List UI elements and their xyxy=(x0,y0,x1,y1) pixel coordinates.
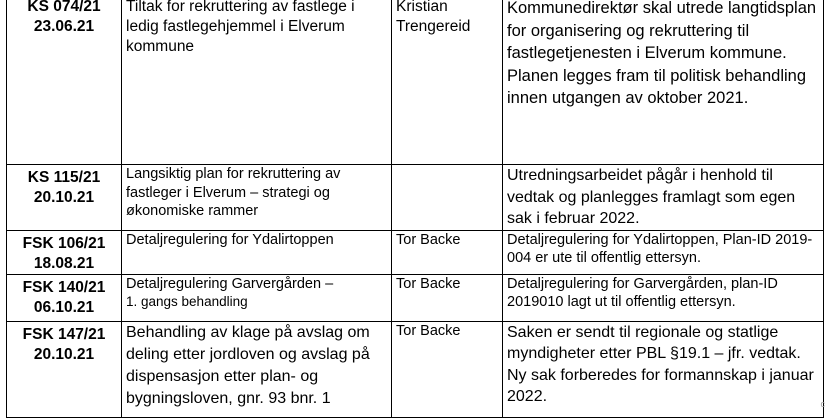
case-date: 06.10.21 xyxy=(33,298,95,316)
case-id-cell xyxy=(7,274,122,321)
page-corner-mark: c xyxy=(820,399,825,409)
case-id-cell xyxy=(7,0,122,165)
case-responsible: Tor Backe xyxy=(392,274,503,321)
case-title: Behandling av klage på avslag om deling etter jordloven og avslag på dispensasjon etter plan- og bygningsloven, gnr. 93 bnr. 1 xyxy=(122,321,392,417)
table-row xyxy=(7,0,824,165)
case-number: FSK 147/21 xyxy=(22,325,106,343)
case-id-cell xyxy=(7,165,122,231)
case-title: Tiltak for rekruttering av fastlege i ledig fastlegehjemmel i Elverum kommune xyxy=(122,0,392,165)
case-date: 20.10.21 xyxy=(33,345,95,363)
case-title: Detaljregulering Garvergården – xyxy=(126,275,334,292)
case-id-cell xyxy=(7,230,122,274)
case-date: 20.10.21 xyxy=(33,189,95,206)
case-status: Saken er sendt til regionale og statlige myndigheter etter PBL §19.1 – jfr. vedtak. Ny sak forberedes for formannskap i januar 2022. xyxy=(503,321,824,417)
case-title-cell xyxy=(122,274,392,321)
table-row xyxy=(7,274,824,321)
case-number: KS 074/21 xyxy=(27,0,101,15)
case-id-cell xyxy=(7,321,122,417)
case-responsible: Tor Backe xyxy=(392,230,503,274)
case-status: Detaljregulering for Garvergården, plan-ID 2019010 lagt ut til offentlig ettersyn. xyxy=(503,274,824,321)
case-responsible: Tor Backe xyxy=(392,321,503,417)
table-row xyxy=(7,165,824,231)
case-date: 18.08.21 xyxy=(33,254,95,272)
case-title: Detaljregulering for Ydalirtoppen xyxy=(122,230,392,274)
case-status: Detaljregulering for Ydalirtoppen, Plan-ID 2019-004 er ute til offentlig ettersyn. xyxy=(503,230,824,274)
case-number: FSK 140/21 xyxy=(22,278,106,296)
case-responsible: Kristian Trengereid xyxy=(392,0,503,165)
case-number: KS 115/21 xyxy=(27,169,101,186)
case-status: Utredningsarbeidet pågår i henhold til vedtak og planlegges framlagt som egen sak i februar 2022. xyxy=(503,165,824,231)
case-status-table xyxy=(6,0,824,418)
case-responsible xyxy=(392,165,503,231)
table-row xyxy=(7,321,824,417)
case-title: Langsiktig plan for rekruttering av fastleger i Elverum – strategi og økonomiske rammer xyxy=(122,165,392,231)
case-status: Kommunedirektør skal utrede langtidsplan for organisering og rekruttering til fastlegetjenesten i Elverum kommune. Planen legges fram til politisk behandling innen utgangen av oktober 2021. xyxy=(503,0,824,165)
case-date: 23.06.21 xyxy=(33,18,95,35)
case-title-suffix: 1. gangs behandling xyxy=(126,294,248,309)
case-number: FSK 106/21 xyxy=(22,234,106,252)
table-row xyxy=(7,230,824,274)
